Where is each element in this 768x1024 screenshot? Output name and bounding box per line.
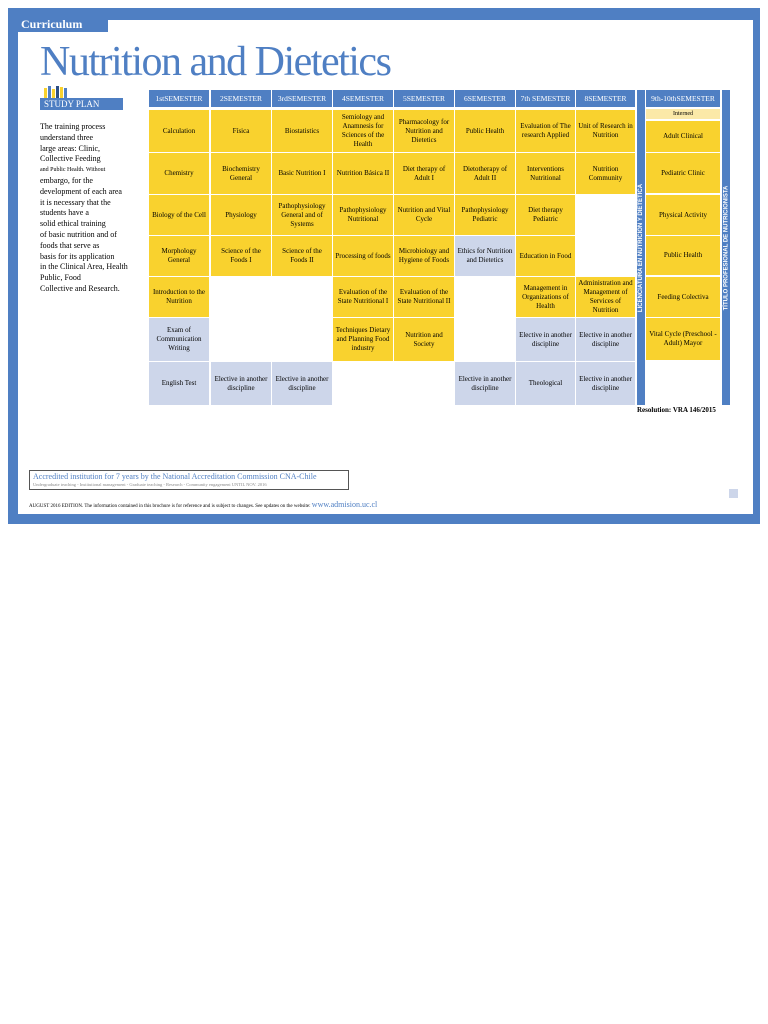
course-cell: Science of the Foods I — [211, 236, 271, 276]
internship-cell: Vital Cycle (Preschool - Adult) Mayor — [646, 318, 720, 360]
professional-title-vertical-label — [722, 90, 730, 405]
description-line: Public, Food — [40, 273, 81, 283]
course-cell: Basic Nutrition I — [272, 153, 332, 194]
semester-header: 3rdSEMESTER — [272, 90, 332, 107]
description-line: Collective Feeding — [40, 154, 101, 164]
course-cell: Interventions Nutritional — [516, 153, 575, 194]
website-link[interactable]: www.admision.uc.cl — [311, 500, 378, 509]
course-cell: Pathophysiology General and of Systems — [272, 195, 332, 235]
description-line: Collective and Research. — [40, 283, 120, 293]
footer-text: AUGUST 2016 EDITION. The information contained in this brochure is for reference and is subject to changes. See updates on the website: — [29, 504, 311, 509]
course-cell: Biology of the Cell — [149, 195, 209, 235]
course-cell: Biostatistics — [272, 110, 332, 152]
description-line: and Public Health. Without — [40, 167, 106, 174]
study-plan-label: STUDY PLAN — [40, 98, 123, 110]
course-cell: Exam of Communication Writing — [149, 318, 209, 361]
course-cell: Techniques Dietary and Planning Food industry — [333, 318, 393, 361]
course-cell: Biochemistry General — [211, 153, 271, 194]
course-cell: Nutrition Básica II — [333, 153, 393, 194]
course-cell: Unit of Research in Nutrition — [576, 110, 635, 152]
course-cell: Elective in another discipline — [211, 362, 271, 405]
course-cell: Pathophysiology Nutritional — [333, 195, 393, 235]
semester-header: 4SEMESTER — [333, 90, 393, 107]
course-cell: Microbiology and Hygiene of Foods — [394, 236, 454, 276]
semester-header: 7th SEMESTER — [516, 90, 575, 107]
degree-label-text: LICENCIATURA EN NUTRICIÓN Y DIETÉTICA — [638, 183, 644, 312]
corner-square — [729, 489, 738, 498]
description-line: large areas: Clinic, — [40, 143, 101, 153]
course-cell: Semiology and Anamnesis for Sciences of the Health — [333, 110, 393, 152]
course-cell: English Test — [149, 362, 209, 405]
degree-vertical-label — [637, 90, 645, 405]
semester-header: 2SEMESTER — [211, 90, 271, 107]
semester-header: 9th-10thSEMESTER — [646, 90, 720, 107]
description-line: foods that serve as — [40, 240, 100, 250]
professional-title-text: TÍTULO PROFESIONAL DE NUTRICIONISTA — [723, 185, 729, 310]
course-cell: Elective in another discipline — [576, 362, 635, 405]
description-line: it is necessary that the — [40, 197, 111, 207]
course-cell: Education in Food — [516, 236, 575, 276]
course-cell: Pharmacology for Nutrition and Dietetics — [394, 110, 454, 152]
description-line: in the Clinical Area, Health — [40, 262, 128, 272]
books-icon — [44, 86, 70, 98]
course-cell: Elective in another discipline — [455, 362, 515, 405]
internship-cell: Pediatric Clinic — [646, 153, 720, 193]
accreditation-box — [29, 470, 349, 490]
semester-header: 8SEMESTER — [576, 90, 635, 107]
course-cell: Ethics for Nutrition and Dietetics — [455, 236, 515, 276]
course-cell: Administration and Management of Services of Nutrition — [576, 277, 635, 317]
resolution-text: Resolution: VRA 146/2015 — [637, 406, 716, 414]
course-cell: Calculation — [149, 110, 209, 152]
course-cell: Física — [211, 110, 271, 152]
course-cell: Pathophysiology Pediatric — [455, 195, 515, 235]
section-tag: Curriculum — [14, 16, 108, 32]
description-line: of basic nutrition and of — [40, 229, 117, 239]
description-line: The training process — [40, 122, 106, 131]
semester-header: 5SEMESTER — [394, 90, 454, 107]
accreditation-line-1: Accredited institution for 7 years by the National Accreditation Commission CNA-Chile — [33, 472, 317, 481]
internship-cell: Adult Clinical — [646, 121, 720, 152]
description-line: students have a — [40, 208, 89, 218]
course-cell: Nutrition and Vital Cycle — [394, 195, 454, 235]
footer-note — [29, 500, 377, 509]
course-cell: Diet therapy of Adult I — [394, 153, 454, 194]
course-cell: Physiology — [211, 195, 271, 235]
internship-cell: Feeding Colectiva — [646, 277, 720, 317]
course-cell: Evaluation of the State Nutritional II — [394, 277, 454, 317]
description-line: development of each area — [40, 186, 122, 196]
course-cell: Dietotherapy of Adult II — [455, 153, 515, 194]
course-cell: Elective in another discipline — [272, 362, 332, 405]
course-cell: Nutrition Community — [576, 153, 635, 194]
course-cell: Diet therapy Pediatric — [516, 195, 575, 235]
course-cell: Public Health — [455, 110, 515, 152]
course-cell: Morphology General — [149, 236, 209, 276]
description-text — [40, 122, 135, 295]
description-line: embargo, for the — [40, 175, 93, 185]
course-cell: Evaluation of The research Applied — [516, 110, 575, 152]
course-cell: Nutrition and Society — [394, 318, 454, 361]
description-line: basis for its application — [40, 251, 115, 261]
course-cell: Chemistry — [149, 153, 209, 194]
course-cell: Elective in another discipline — [516, 318, 575, 361]
course-cell: Evaluation of the State Nutritional I — [333, 277, 393, 317]
accreditation-line-2: Undergraduate teaching - Institutional management - Graduate teaching - Research - Community engagement UNTIL NOV. 2016 — [33, 482, 267, 487]
page-title: Nutrition and Dietetics — [40, 39, 391, 85]
internship-cell: Physical Activity — [646, 195, 720, 235]
course-cell: Science of the Foods II — [272, 236, 332, 276]
course-cell: Theological — [516, 362, 575, 405]
semester-header: 6SEMESTER — [455, 90, 515, 107]
course-cell: Management in Organizations of Health — [516, 277, 575, 317]
internship-label: Interned — [646, 109, 720, 119]
description-line: understand three — [40, 132, 94, 142]
semester-header: 1stSEMESTER — [149, 90, 209, 107]
course-cell: Elective in another discipline — [576, 318, 635, 361]
course-cell: Processing of foods — [333, 236, 393, 276]
internship-cell: Public Health — [646, 236, 720, 275]
course-cell: Introduction to the Nutrition — [149, 277, 209, 317]
description-line: solid ethical training — [40, 219, 106, 229]
